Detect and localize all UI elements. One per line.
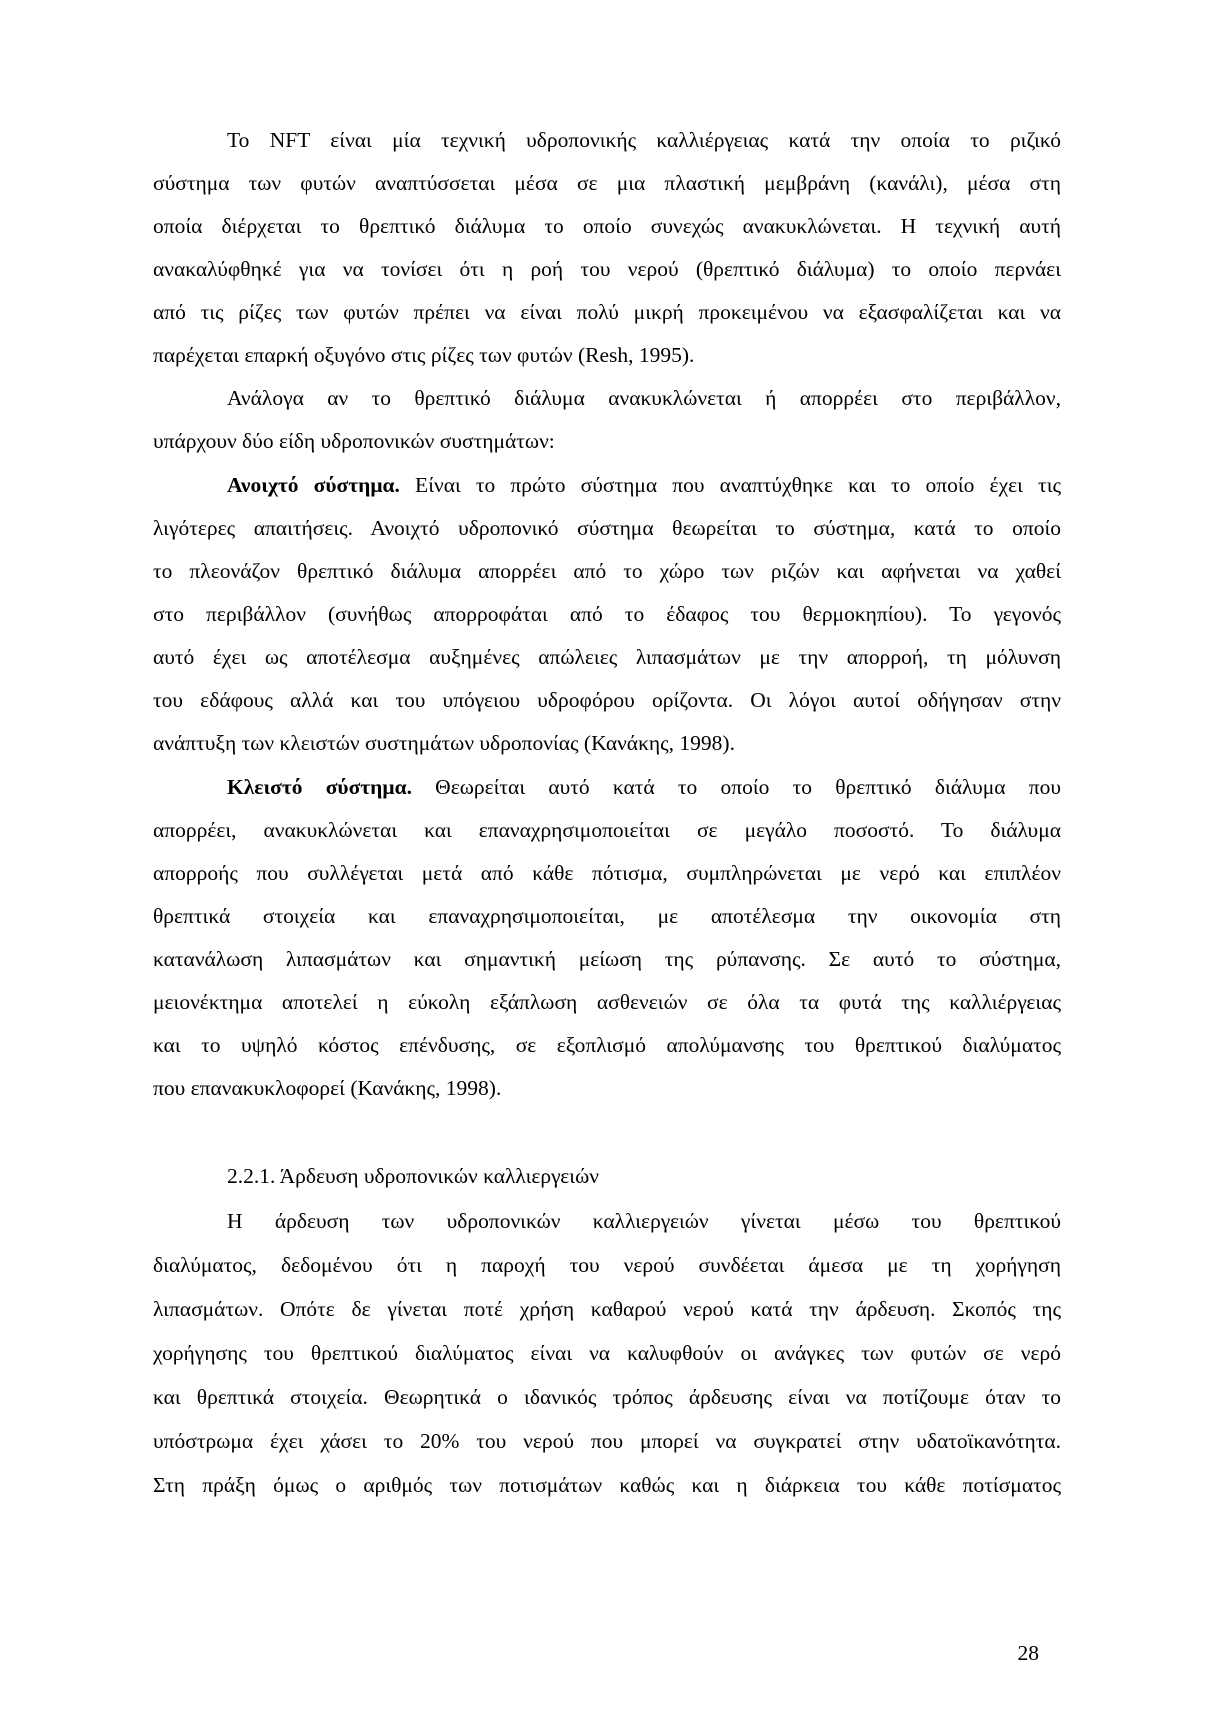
text-line: οποία διέρχεται το θρεπτικό διάλυμα το οποίο συνεχώς ανακυκλώνεται. Η τεχνική αυτή xyxy=(153,214,1061,238)
text-line: παρέχεται επαρκή οξυγόνο στις ρίζες των φυτών (Resh, 1995). xyxy=(153,343,695,367)
text-line: και το υψηλό κόστος επένδυσης, σε εξοπλισμό απολύμανσης του θρεπτικού διαλύματος xyxy=(153,1033,1061,1057)
text-line: Το NFT είναι μία τεχνική υδροπονικής καλλιέργειας κατά την οποία το ριζικό xyxy=(227,128,1061,152)
text-line: υπόστρωμα έχει χάσει το 20% του νερού που μπορεί να συγκρατεί στην υδατοϊκανότητα. xyxy=(153,1429,1061,1453)
text-line: απορροής που συλλέγεται μετά από κάθε πότισμα, συμπληρώνεται με νερό και επιπλέον xyxy=(153,861,1061,885)
text-line: ανακαλύφθηκέ για να τονίσει ότι η ροή του νερού (θρεπτικό διάλυμα) το οποίο περνάει xyxy=(153,257,1061,281)
closed-system-heading: Κλειστό σύστημα. xyxy=(227,775,412,799)
text-line: μειονέκτημα αποτελεί η εύκολη εξάπλωση ασθενειών σε όλα τα φυτά της καλλιέργειας xyxy=(153,990,1061,1014)
text-line: κατανάλωση λιπασμάτων και σημαντική μείωση της ρύπανσης. Σε αυτό το σύστημα, xyxy=(153,947,1061,971)
text-line: αυτό έχει ως αποτέλεσμα αυξημένες απώλειες λιπασμάτων με την απορροή, τη μόλυνση xyxy=(153,645,1061,669)
closed-system-first-line xyxy=(227,773,1061,801)
text-line: σύστημα των φυτών αναπτύσσεται μέσα σε μια πλαστική μεμβράνη (κανάλι), μέσα στη xyxy=(153,171,1061,195)
text-line: λιγότερες απαιτήσεις. Ανοιχτό υδροπονικό σύστημα θεωρείται το σύστημα, κατά το οποίο xyxy=(153,516,1061,540)
text-line: από τις ρίζες των φυτών πρέπει να είναι πολύ μικρή προκειμένου να εξασφαλίζεται και να xyxy=(153,300,1061,324)
text-line: διαλύματος, δεδομένου ότι η παροχή του νερού συνδέεται άμεσα με τη χορήγηση xyxy=(153,1253,1061,1277)
text-line: λιπασμάτων. Οπότε δε γίνεται ποτέ χρήση καθαρού νερού κατά την άρδευση. Σκοπός της xyxy=(153,1297,1061,1321)
open-system-first-line xyxy=(227,471,1061,499)
text-span: Είναι το πρώτο σύστημα που αναπτύχθηκε και το οποίο έχει τις xyxy=(399,473,1061,497)
text-span: Θεωρείται αυτό κατά το οποίο το θρεπτικό διάλυμα που xyxy=(411,775,1061,799)
text-line: στο περιβάλλον (συνήθως απορροφάται από το έδαφος του θερμοκηπίου). Το γεγονός xyxy=(153,602,1061,626)
text-line: Στη πράξη όμως ο αριθμός των ποτισμάτων καθώς και η διάρκεια του κάθε ποτίσματος xyxy=(153,1473,1061,1497)
section-heading: 2.2.1. Άρδευση υδροπονικών καλλιεργειών xyxy=(227,1164,599,1188)
text-line: ανάπτυξη των κλειστών συστημάτων υδροπονίας (Κανάκης, 1998). xyxy=(153,731,735,755)
text-line: του εδάφους αλλά και του υπόγειου υδροφόρου ορίζοντα. Οι λόγοι αυτοί οδήγησαν στην xyxy=(153,688,1061,712)
text-line: χορήγησης του θρεπτικού διαλύματος είναι να καλυφθούν οι ανάγκες των φυτών σε νερό xyxy=(153,1341,1061,1365)
text-line: απορρέει, ανακυκλώνεται και επαναχρησιμοποιείται σε μεγάλο ποσοστό. Το διάλυμα xyxy=(153,818,1061,842)
page-number: 28 xyxy=(1017,1641,1039,1665)
open-system-heading: Ανοιχτό σύστημα. xyxy=(227,473,400,497)
text-line: υπάρχουν δύο είδη υδροπονικών συστημάτων: xyxy=(153,429,555,453)
text-line: Η άρδευση των υδροπονικών καλλιεργειών γίνεται μέσω του θρεπτικού xyxy=(227,1209,1061,1233)
text-line: και θρεπτικά στοιχεία. Θεωρητικά ο ιδανικός τρόπος άρδευσης είναι να ποτίζουμε όταν το xyxy=(153,1385,1061,1409)
text-line: το πλεονάζον θρεπτικό διάλυμα απορρέει από το χώρο των ριζών και αφήνεται να χαθεί xyxy=(153,559,1061,583)
text-line: που επανακυκλοφορεί (Κανάκης, 1998). xyxy=(153,1076,502,1100)
text-line: Ανάλογα αν το θρεπτικό διάλυμα ανακυκλώνεται ή απορρέει στο περιβάλλον, xyxy=(227,386,1061,410)
text-line: θρεπτικά στοιχεία και επαναχρησιμοποιείται, με αποτέλεσμα την οικονομία στη xyxy=(153,904,1061,928)
